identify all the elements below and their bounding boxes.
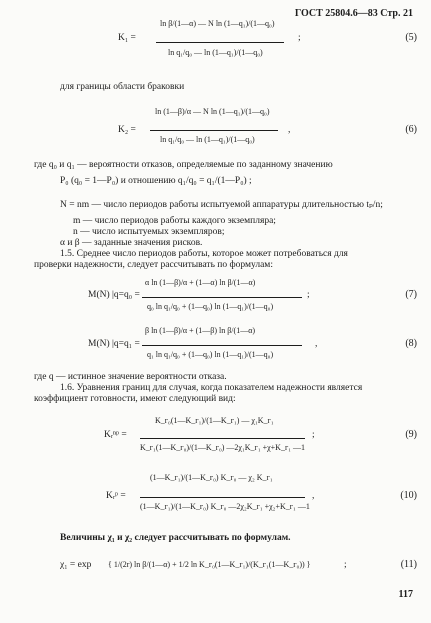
eq6-line2: ln q₁/q₀ — ln (1—q₁)/(1—q₀) [160, 135, 255, 144]
eq11-number: (11) [400, 559, 417, 570]
n2-definition: n — число испытуемых экземпляров; [73, 227, 225, 237]
eq11-tail: ; [344, 560, 347, 570]
eq8-line2: q₁ ln q₁/q₀ + (1—q₀) ln (1—q₁)/(1—q₀) [147, 350, 274, 359]
eq8-line1: β ln (1—β)/α + (1—β) ln β/(1—α) [145, 326, 256, 335]
eq9-lhs: Kᵣⁿᵖ = [104, 430, 127, 440]
eq8-lhs: M(N) |q=q₁ = [88, 339, 140, 349]
risk-definition: α и β — заданные значения рисков. [60, 238, 203, 248]
eq10-tail: , [312, 491, 315, 501]
eq5-lhs: K₁ = [118, 33, 136, 43]
eq11-body: { 1/(2r) ln β/(1—α) + 1/2 ln K_г₀(1—K_г₁)/(K_г₁(1—K_г₀)) } [108, 560, 311, 569]
true-value-text: где q — истинное значение вероятности отказа. [34, 372, 227, 382]
chi-text: Величины χ₁ и χ₂ следует рассчитывать по формулам. [60, 533, 291, 543]
where-text-1: где q₀ и q₁ — вероятности отказов, определяемые по заданному значению [34, 160, 333, 170]
eq10-bottom: (1—K_г₁)/(1—K_г₀) K_г₀ —2χ₂K_г₁ +χ₂+K_г₁ —1 [140, 502, 310, 511]
eq7-line2: q₀ ln q₁/q₀ + (1—q₀) ln (1—q₁)/(1—q₀) [147, 302, 274, 311]
eq10-rule [140, 497, 305, 498]
eq11-lhs: χ₁ = exp [60, 560, 92, 570]
doc-header: ГОСТ 25804.6—83 Стр. 21 [294, 8, 413, 19]
eq6-lhs: K₂ = [118, 125, 136, 135]
eq5-tail: ; [298, 33, 301, 43]
eq7-number: (7) [405, 289, 417, 300]
eq9-rule [140, 438, 305, 439]
page-number: 117 [398, 589, 413, 600]
eq5-line1: ln β/(1—α) — N ln (1—q₁)/(1—q₀) [160, 19, 275, 28]
eq6-tail: , [288, 125, 291, 135]
where-text-2: P₀ (q₀ = 1—P₀) и отношению q₁/q₀ = q₁/(1—P₀) ; [60, 176, 252, 186]
paragraph-15-line1: 1.5. Среднее число периодов работы, которое может потребоваться для [60, 249, 348, 259]
eq7-tail: ; [307, 290, 310, 300]
paragraph-16-line2: коэффициент готовности, имеют следующий вид: [34, 394, 236, 404]
eq8-tail: , [315, 339, 318, 349]
n-definition: N = nm — число периодов работы испытуемой аппаратуры длительностью tₚ/n; [60, 200, 383, 210]
paragraph-16-line1: 1.6. Уравнения границ для случая, когда показателем надежности является [60, 383, 363, 393]
reject-text: для границы области браковки [60, 82, 185, 92]
paragraph-15-line2: проверки надежности, следует рассчитывать по формулам: [34, 260, 273, 270]
eq5-number: (5) [405, 32, 417, 43]
eq9-tail: ; [312, 430, 315, 440]
eq6-rule [150, 130, 278, 131]
eq9-number: (9) [405, 429, 417, 440]
eq8-number: (8) [405, 338, 417, 349]
eq10-top: (1—K_г₁)/(1—K_г₀) K_г₀ — χ₂ K_г₁ [150, 473, 273, 482]
eq10-lhs: Kᵣᵖ = [106, 491, 126, 501]
eq6-number: (6) [405, 124, 417, 135]
eq5-rule [156, 42, 284, 43]
eq6-line1: ln (1—β)/α — N ln (1—q₁)/(1—q₀) [155, 107, 270, 116]
eq7-line1: α ln (1—β)/α + (1—α) ln β/(1—α) [145, 278, 256, 287]
eq9-top: K_г₀(1—K_г₁)/(1—K_г₁) — χ₁K_г₁ [155, 416, 274, 425]
eq7-rule [142, 297, 302, 298]
m-definition: m — число периодов работы каждого экземпляра; [73, 216, 276, 226]
eq7-lhs: M(N) |q=q₀ = [88, 290, 140, 300]
eq5-line2: ln q₁/q₀ — ln (1—q₁)/(1—q₀) [168, 48, 263, 57]
eq9-bottom: K_г₁(1—K_г₀)/(1—K_г₀) —2χ₁K_г₁ +χ+K_г₁ —1 [140, 443, 306, 452]
eq10-number: (10) [400, 490, 417, 501]
eq8-rule [142, 345, 302, 346]
